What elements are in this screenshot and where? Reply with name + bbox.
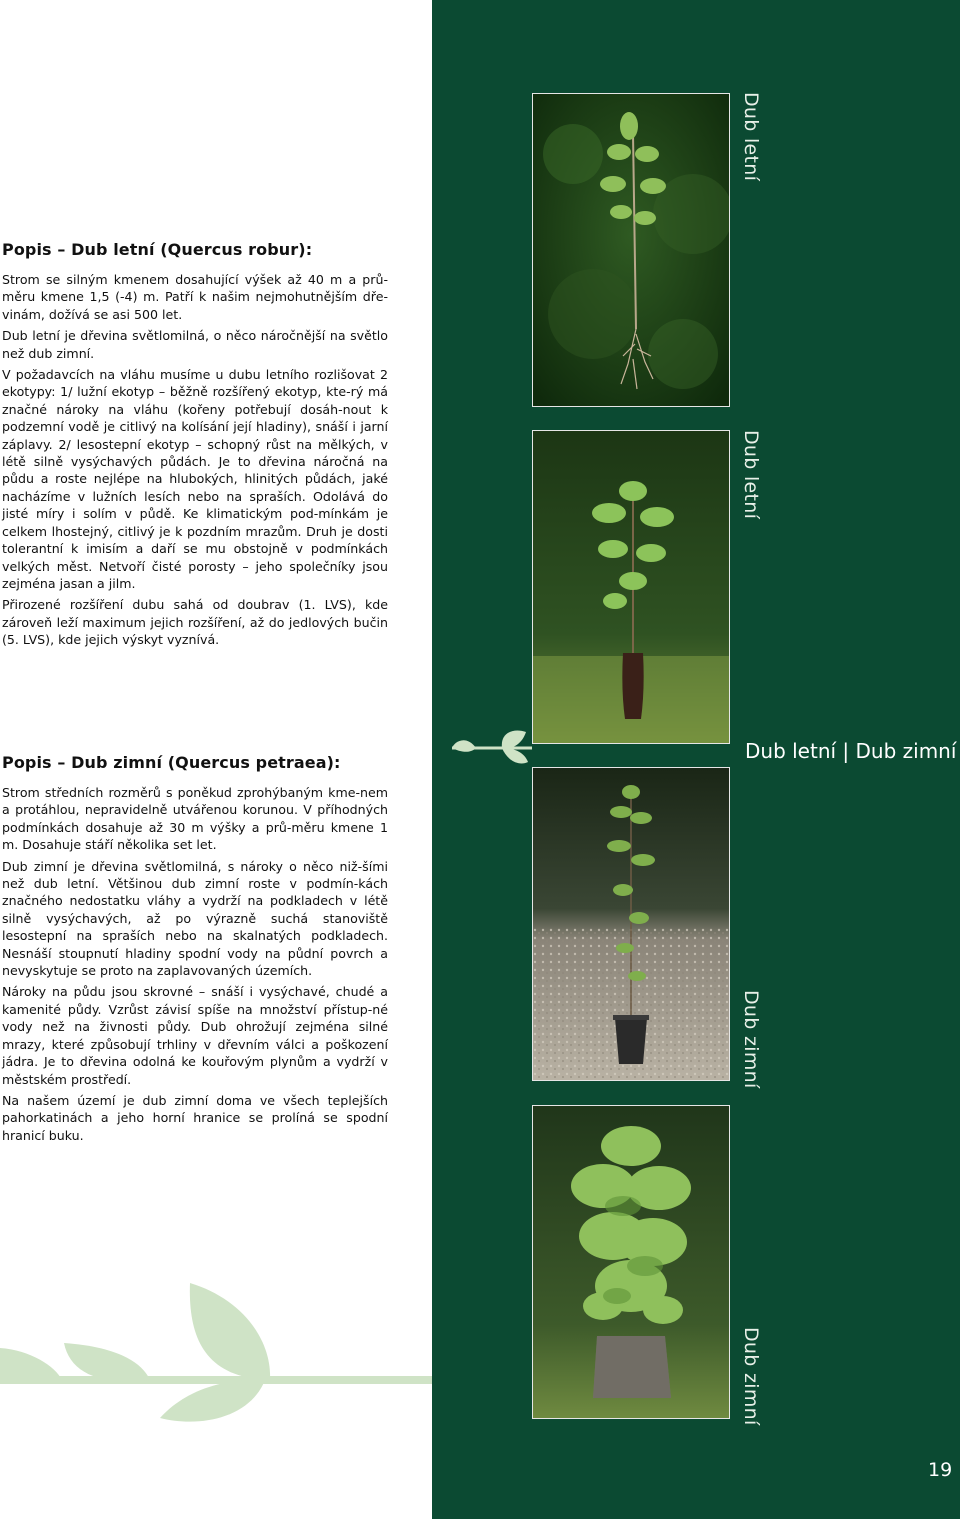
paragraph: Dub zimní je dřevina světlomilná, s nároky o něco niž-šími než dub letní. Většinou dub zimní roste v podmín-kách značného nedostatku vláhy a vydrží na podkladech v létě silně vysýchavých, až po výrazně suchá stanoviště lesostepní na spraších nebo na skalnatých podkladech. Nesnáší stoupnutí hladiny spodní vody na půdní povrch a nevyskytuje se proto na zaplavovaných územích. (2, 858, 388, 979)
paragraph: Přirozené rozšíření dubu sahá od doubrav (1. LVS), kde zároveň leží maximum jejich rozšíření, až do jedlových bučin (5. LVS), kde jejich výskyt vyznívá. (2, 597, 388, 648)
photo-dub-zimni-bagged (532, 1105, 730, 1419)
photo-label: Dub letní (740, 92, 762, 182)
center-title: Dub letní | Dub zimní (745, 739, 957, 763)
section-dub-letni (2, 240, 388, 653)
large-leaf-decoration-icon (0, 1278, 432, 1448)
section-dub-zimni (2, 753, 388, 1148)
photo-dub-letni-bare-root (532, 93, 730, 407)
paragraph: Nároky na půdu jsou skrovné – snáší i vysýchavé, chudé a kamenité půdy. Vzrůst závisí spíše na množství přístup-né vody než na živnosti půdy. Dub ohrožují zejména silné mrazy, které způsobují trhliny v dřevním válci a poškození jádra. Je to dřevina odolná ke kouřovým plynům a vydrží v městském prostředí. (2, 984, 388, 1087)
section-heading: Popis – Dub letní (Quercus robur): (2, 240, 313, 259)
paragraph: Dub letní je dřevina světlomilná, o něco náročnější na světlo než dub zimní. (2, 328, 388, 361)
leaf-branch-decoration-icon (452, 728, 532, 768)
paragraph: Na našem území je dub zimní doma ve všech teplejších pahorkatinách a jeho horní hranice se prolíná se spodní hranicí buku. (2, 1092, 388, 1143)
paragraph: Strom středních rozměrů s poněkud zprohýbaným kme-nem a protáhlou, nepravidelně utvářenou korunou. V příhodných podmínkách dosahuje až 30 m výšky a prů-měru kmene 1 m. Dosahuje stáří několika set let. (2, 785, 388, 853)
paragraph: Strom se silným kmenem dosahující výšek až 40 m a prů-měru kmene 1,5 (-4) m. Patří k našim nejmohutnějším dře-vinám, dožívá se asi 500 let. (2, 272, 388, 322)
photo-label: Dub zimní (740, 1327, 762, 1426)
photo-dub-zimni-potted (532, 767, 730, 1081)
photo-dub-letni-root-ball (532, 430, 730, 744)
page-number: 19 (928, 1459, 953, 1481)
paragraph: V požadavcích na vláhu musíme u dubu letního rozlišovat 2 ekotypy: 1/ lužní ekotyp – běžně rozšířený ekotyp, kte-rý má značné nároky na vláhu (kořeny potřebují dosáh-nout k podzemní vodě je citlivý na kolísání její hladiny), snáší i jarní záplavy. 2/ lesostepní ekotyp – schopný růst na mělkých, v létě silně vysýchavých půdách. Je to dřevina náročná na půdu a roste nejlépe na hlubokých, hlinitých půdách, jaké nacházíme v lužních lesích nebo na spraších. Odolává do jisté míry i solím v půdě. Ke klimatickým pod-mínkám je celkem lhostejný, citlivý je k pozdním mrazům. Druh je dosti tolerantní k imisím a daří se mu obstojně v podmínkách velkých měst. Netvoří čisté porosty – jeho společníky jsou zejména jasan a jilm. (2, 367, 388, 591)
photo-label: Dub zimní (740, 990, 762, 1089)
photo-label: Dub letní (740, 430, 762, 520)
section-heading: Popis – Dub zimní (Quercus petraea): (2, 753, 341, 772)
